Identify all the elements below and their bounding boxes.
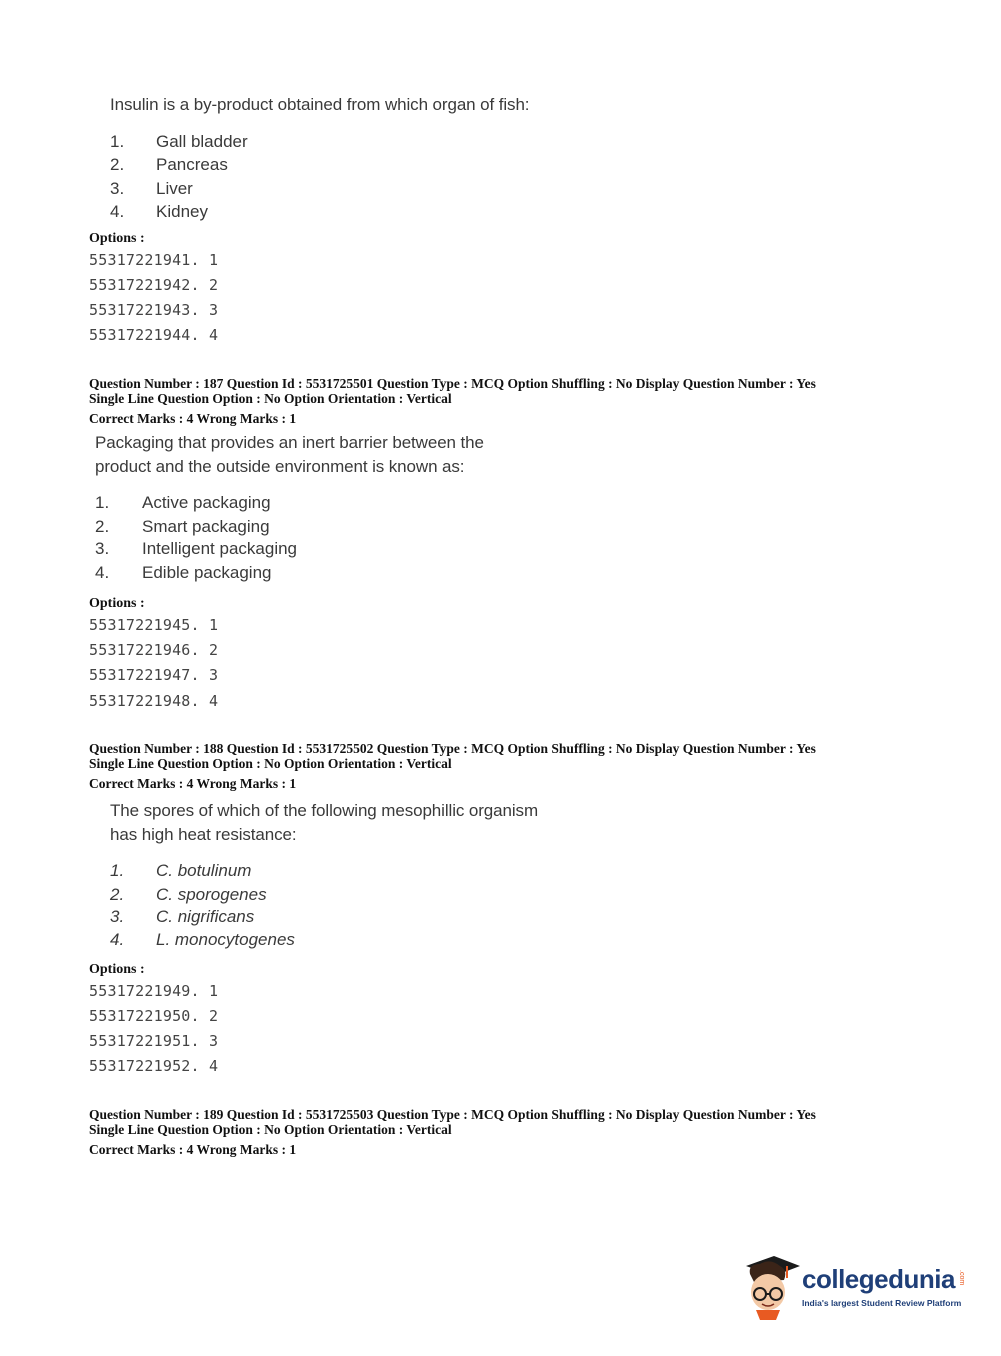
q188-options-label: Options :	[89, 962, 145, 977]
choice-number: 2.	[95, 517, 110, 536]
q187-meta-line-1: Question Number : 187 Question Id : 5531725501 Question Type : MCQ Option Shuffling : No Display Question Number : Yes	[89, 376, 816, 391]
choice-text: Pancreas	[156, 155, 228, 174]
collegedunia-logo	[740, 1250, 970, 1320]
q188-meta-line-1: Question Number : 188 Question Id : 5531725502 Question Type : MCQ Option Shuffling : No Display Question Number : Yes	[89, 741, 816, 756]
q189-marks: Correct Marks : 4 Wrong Marks : 1	[89, 1142, 297, 1157]
logo-com-text: .com	[958, 1270, 965, 1286]
q186-option-id-4: 55317221944. 4	[89, 326, 219, 344]
choice-number: 2.	[110, 885, 125, 904]
choice-number: 3.	[110, 907, 125, 926]
q189-meta-line-2: Single Line Question Option : No Option Orientation : Vertical	[89, 1122, 452, 1137]
choice-text: C. botulinum	[156, 861, 252, 880]
q186-option-id-1: 55317221941. 1	[89, 251, 219, 269]
choice-text: Gall bladder	[156, 132, 248, 151]
q187-meta-line-2: Single Line Question Option : No Option Orientation : Vertical	[89, 391, 452, 406]
choice-number: 4.	[110, 930, 125, 949]
q188-meta-line-2: Single Line Question Option : No Option Orientation : Vertical	[89, 756, 452, 771]
q188-option-id-4: 55317221952. 4	[89, 1057, 219, 1075]
choice-number: 4.	[95, 563, 110, 582]
choice-text: L. monocytogenes	[156, 930, 295, 949]
q187-option-id-3: 55317221947. 3	[89, 666, 219, 684]
q187-marks: Correct Marks : 4 Wrong Marks : 1	[89, 411, 297, 426]
choice-text: Intelligent packaging	[142, 539, 298, 558]
q187-question-text-line-1: Packaging that provides an inert barrier between the	[95, 433, 484, 452]
choice-number: 4.	[110, 202, 125, 221]
choice-text: C. sporogenes	[156, 885, 267, 904]
q188-marks: Correct Marks : 4 Wrong Marks : 1	[89, 776, 297, 791]
choice-number: 1.	[110, 132, 125, 151]
choice-number: 1.	[110, 861, 125, 880]
choice-number: 1.	[95, 493, 110, 512]
q189-meta-line-1: Question Number : 189 Question Id : 5531725503 Question Type : MCQ Option Shuffling : No Display Question Number : Yes	[89, 1107, 816, 1122]
choice-number: 2.	[110, 155, 125, 174]
q187-option-id-2: 55317221946. 2	[89, 641, 219, 659]
q186-options-label: Options :	[89, 231, 145, 246]
q188-question-text-line-1: The spores of which of the following mesophillic organism	[110, 801, 539, 820]
q186-option-id-2: 55317221942. 2	[89, 276, 219, 294]
q187-option-id-4: 55317221948. 4	[89, 692, 219, 710]
q188-option-id-2: 55317221950. 2	[89, 1007, 219, 1025]
q186-question-text: Insulin is a by-product obtained from which organ of fish:	[110, 95, 530, 114]
mascot-icon	[740, 1250, 802, 1320]
q188-option-id-1: 55317221949. 1	[89, 982, 219, 1000]
choice-number: 3.	[95, 539, 110, 558]
logo-brand-text: collegedunia	[802, 1264, 955, 1294]
choice-text: Edible packaging	[142, 563, 272, 582]
choice-text: Active packaging	[142, 493, 271, 512]
choice-text: C. nigrificans	[156, 907, 255, 926]
logo-tagline: India's largest Student Review Platform	[802, 1298, 962, 1308]
choice-text: Liver	[156, 179, 193, 198]
q187-option-id-1: 55317221945. 1	[89, 616, 219, 634]
q187-options-label: Options :	[89, 596, 145, 611]
q186-option-id-3: 55317221943. 3	[89, 301, 219, 319]
choice-number: 3.	[110, 179, 125, 198]
q188-question-text-line-2: has high heat resistance:	[110, 825, 297, 844]
choice-text: Smart packaging	[142, 517, 270, 536]
q187-question-text-line-2: product and the outside environment is known as:	[95, 457, 465, 476]
choice-text: Kidney	[156, 202, 208, 221]
q188-option-id-3: 55317221951. 3	[89, 1032, 219, 1050]
